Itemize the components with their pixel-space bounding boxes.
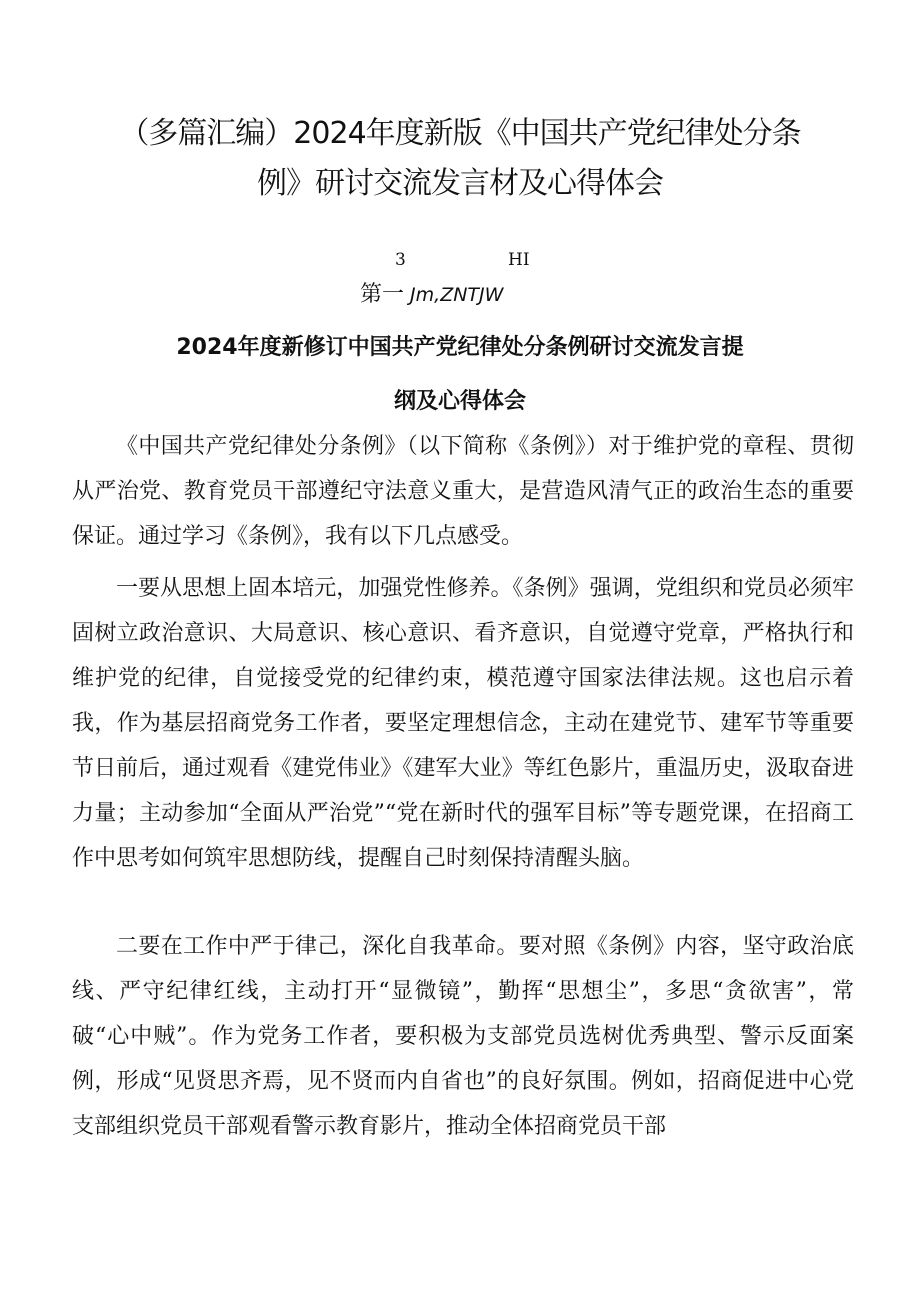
section-heading-cjk: 第一 xyxy=(360,282,405,307)
section-heading-latin: Jm,ZNTJW xyxy=(404,284,504,306)
paragraph-point-2: 二要在工作中严于律己，深化自我革命。要对照《条例》内容，坚守政治底线、严守纪律红线，主动打开“显微镜”，勤挥“思想尘”，多思“贪欲害”，常破“心中贼”。作为党务工作者，要积极为支部党员选树优秀典型、警示反面案例，形成“见贤思齐焉，见不贤而内自省也”的良好氛围。例如，招商促进中心党支部组织党员干部观看警示教育影片，推动全体招商党员干部 xyxy=(72,934,854,1139)
paragraph-point-1: 一要从思想上固本培元，加强党性修养。《条例》强调，党组织和党员必须牢固树立政治意识、大局意识、核心意识、看齐意识，自觉遵守党章，严格执行和维护党的纪律，自觉接受党的纪律约束，模范遵守国家法律法规。这也启示着我，作为基层招商党务工作者，要坚定理想信念，主动在建党节、建军节等重要节日前后，通过观看《建党伟业》《建军大业》等红色影片，重温历史，汲取奋进力量；主动参加“全面从严治党”“党在新时代的强军目标”等专题党课，在招商工作中思考如何筑牢思想防线，提醒自己时刻保持清醒头脑。 xyxy=(72,576,854,871)
document-title-line-1: （多篇汇编）2024年度新版《中国共产党纪律处分条 xyxy=(119,116,801,151)
scan-artifact-left: 3 xyxy=(395,250,406,270)
section-heading xyxy=(360,280,503,310)
document-title-line-2: 例》研讨交流发言材及心得体会 xyxy=(257,166,663,201)
paragraph-intro: 《中国共产党纪律处分条例》（以下简称《条例》）对于维护党的章程、贯彻从严治党、教育党员干部遵纪守法意义重大，是营造风清气正的政治生态的重要保证。通过学习《条例》，我有以下几点感受。 xyxy=(72,434,854,549)
subtitle-line-1: 2024年度新修订中国共产党纪律处分条例研讨交流发言提 xyxy=(176,335,744,360)
scan-artifact-right: HI xyxy=(508,250,530,270)
subtitle-line-2: 纲及心得体会 xyxy=(393,389,526,414)
